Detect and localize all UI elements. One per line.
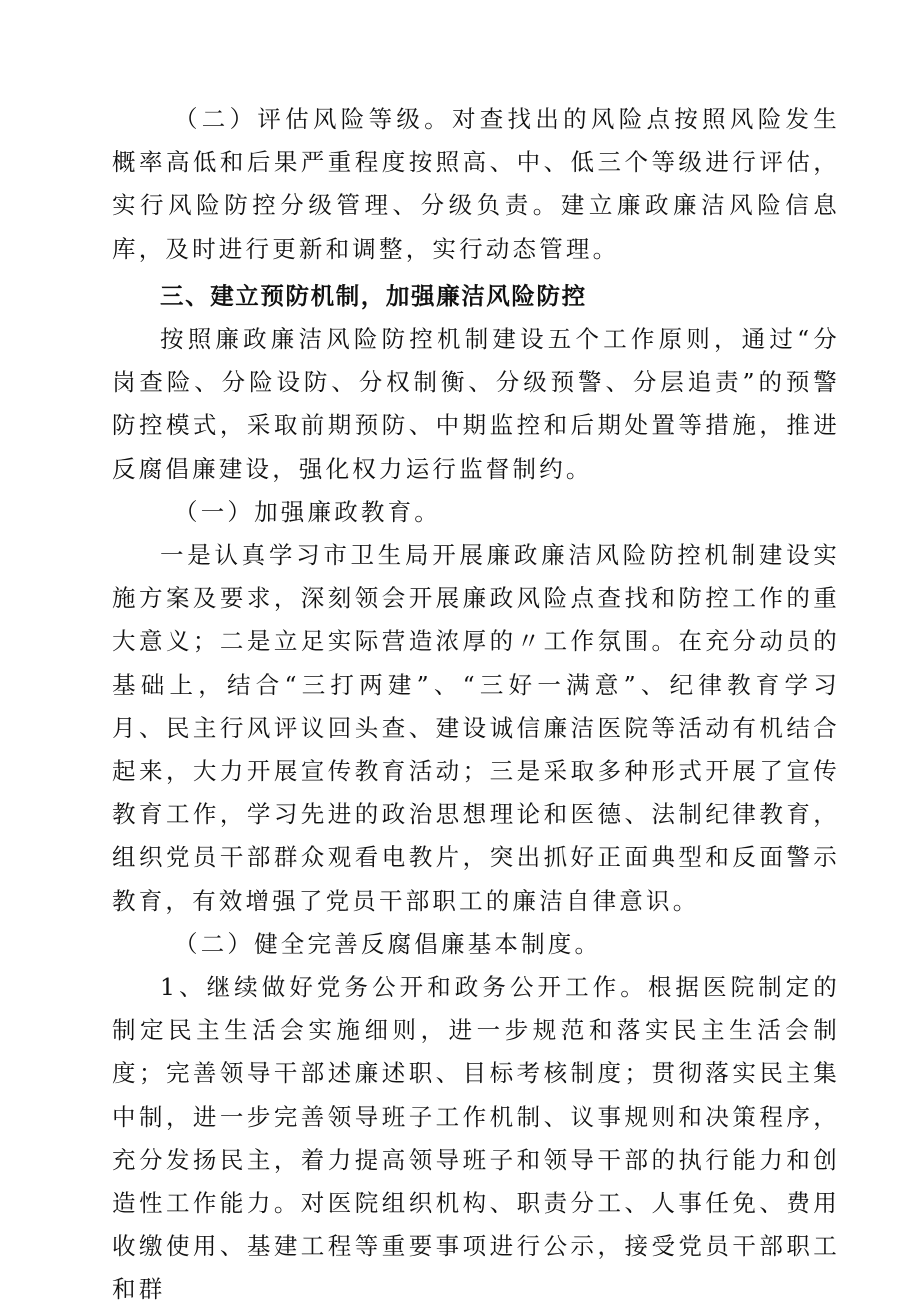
paragraph-principles: 按照廉政廉洁风险防控机制建设五个工作原则，通过“分岗查险、分险设防、分权制衡、分级预警、分层追责”的预警防控模式，采取前期预防、中期监控和后期处置等措施，推进反腐倡廉建设，强化权力运行监督制约。 [112, 325, 840, 483]
paragraph-publicity: 1、继续做好党务公开和政务公开工作。根据医院制定的制定民主生活会实施细则，进一步规范和落实民主生活会制度；完善领导干部述廉述职、目标考核制度；贯彻落实民主集中制，进一步完善领导班子工作机制、议事规则和决策程序，充分发扬民主，着力提高领导班子和领导干部的执行能力和创造性工作能力。对医院组织机构、职责分工、人事任免、费用收缴使用、基建工程等重要事项进行公示，接受党员干部职工和群 [112, 973, 840, 1304]
subheading-education: （一）加强廉政教育。 [174, 497, 441, 526]
paragraph-risk-level: （二）评估风险等级。对查找出的风险点按照风险发生概率高低和后果严重程度按照高、中、低三个等级进行评估，实行风险防控分级管理、分级负责。建立廉政廉洁风险信息库，及时进行更新和调整，实行动态管理。 [112, 105, 840, 263]
paragraph-education-detail: 一是认真学习市卫生局开展廉政廉洁风险防控机制建设实施方案及要求，深刻领会开展廉政风险点查找和防控工作的重大意义；二是立足实际营造浓厚的〃工作氛围。在充分动员的基础上，结合“三打两建”、“三好一满意”、纪律教育学习月、民主行风评议回头查、建设诚信廉洁医院等活动有机结合起来，大力开展宣传教育活动；三是采取多种形式开展了宣传教育工作，学习先进的政治思想理论和医德、法制纪律教育，组织党员干部群众观看电教片，突出抓好正面典型和反面警示教育，有效增强了党员干部职工的廉洁自律意识。 [112, 541, 840, 915]
section-heading-prevention: 三、建立预防机制，加强廉洁风险防控 [160, 281, 587, 310]
document-page [112, 98, 840, 1312]
subheading-system: （二）健全完善反腐倡廉基本制度。 [174, 929, 602, 958]
